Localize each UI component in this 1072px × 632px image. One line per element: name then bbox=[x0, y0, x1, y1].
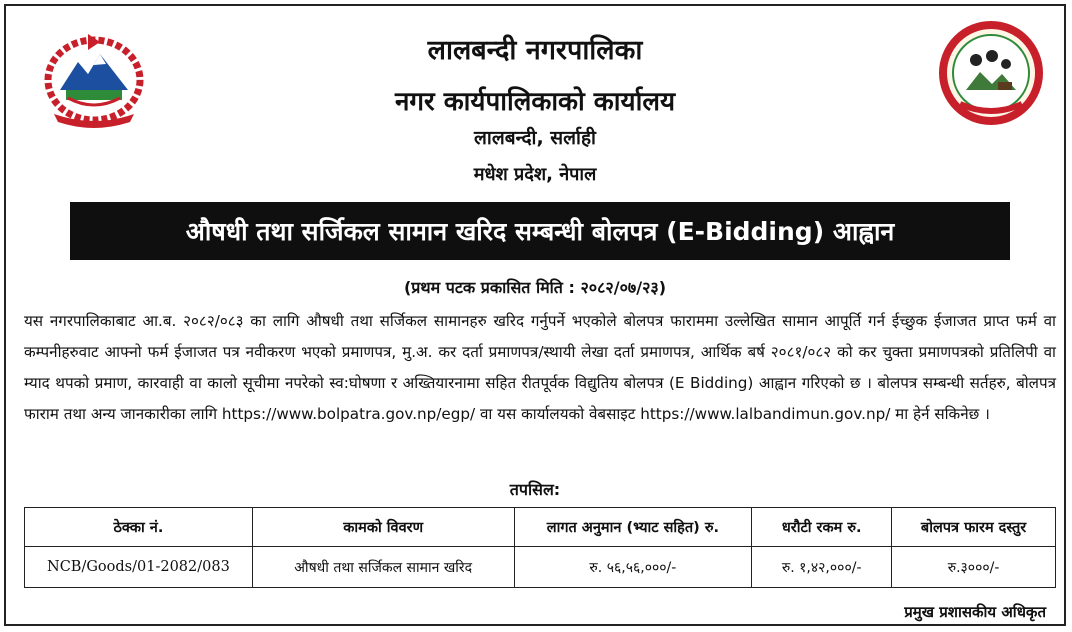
notice-title-banner bbox=[70, 202, 1010, 260]
published-date: (प्रथम पटक प्रकासित मिति : २०८२/०७/२३) bbox=[403, 278, 667, 297]
cell-cost-estimate: रु. ५६,५६,०००/- bbox=[514, 547, 752, 588]
header-contract-no: ठेक्का नं. bbox=[25, 508, 253, 547]
office-province: मधेश प्रदेश, नेपाल bbox=[473, 164, 597, 185]
schedule-label: तपसिल: bbox=[509, 480, 561, 499]
notice-title: औषधी तथा सर्जिकल सामान खरिद सम्बन्धी बोलपत्र (E-Bidding) आह्वान bbox=[185, 217, 895, 246]
table-row bbox=[25, 547, 1056, 588]
cell-form-fee: रु.३०००/- bbox=[892, 547, 1056, 588]
table-header-row bbox=[25, 508, 1056, 547]
header-work-description: कामको विवरण bbox=[252, 508, 514, 547]
cell-work-description: औषधी तथा सर्जिकल सामान खरिद bbox=[252, 547, 514, 588]
bid-details-table bbox=[24, 507, 1056, 588]
header-form-fee: बोलपत्र फारम दस्तुर bbox=[892, 508, 1056, 547]
header-deposit-amount: धरौटी रकम रु. bbox=[752, 508, 892, 547]
municipality-name: लालबन्दी नगरपालिका bbox=[427, 35, 643, 66]
office-name: नगर कार्यपालिकाको कार्यालय bbox=[394, 87, 676, 117]
notice-page bbox=[4, 4, 1066, 626]
signatory-title: प्रमुख प्रशासकीय अधिकृत bbox=[904, 603, 1046, 621]
notice-body: यस नगरपालिकाबाट आ.ब. २०८२/०८३ का लागि औषधी तथा सर्जिकल सामानहरु खरिद गर्नुपर्ने भएकोले बोलपत्र फाराममा उल्लेखित सामान आपूर्ति गर्न ईच्छुक ईजाजत प्राप्त फर्म वा कम्पनीहरुवाट आफ्नो फर्म ईजाजत पत्र नवीकरण भएको प्रमाणपत्र, मु.अ. कर दर्ता प्रमाणपत्र/स्थायी लेखा दर्ता प्रमाणपत्र, आर्थिक बर्ष २०८१/०८२ को कर चुक्ता प्रमाणपत्रको प्रतिलिपी वा म्याद थपको प्रमाण, कारवाही वा कालो सूचीमा नपरेको स्व:घोषणा र अख्तियारनामा सहित रीतपूर्वक विद्युतिय बोलपत्र (E Bidding) आह्वान गरिएको छ । बोलपत्र सम्बन्धी सर्तहरु, बोलपत्र फाराम तथा अन्य जानकारीका लागि https://www.bolpatra.gov.np/egp/ वा यस कार्यालयको वेबसाइट https://www.lalbandimun.gov.np/ मा हेर्न सकिनेछ । bbox=[24, 312, 1056, 423]
header-cost-estimate: लागत अनुमान (भ्याट सहित) रु. bbox=[514, 508, 752, 547]
cell-deposit-amount: रु. १,४२,०००/- bbox=[752, 547, 892, 588]
office-address: लालबन्दी, सर्लाही bbox=[474, 127, 596, 149]
cell-contract-no: NCB/Goods/01-2082/083 bbox=[25, 547, 253, 588]
